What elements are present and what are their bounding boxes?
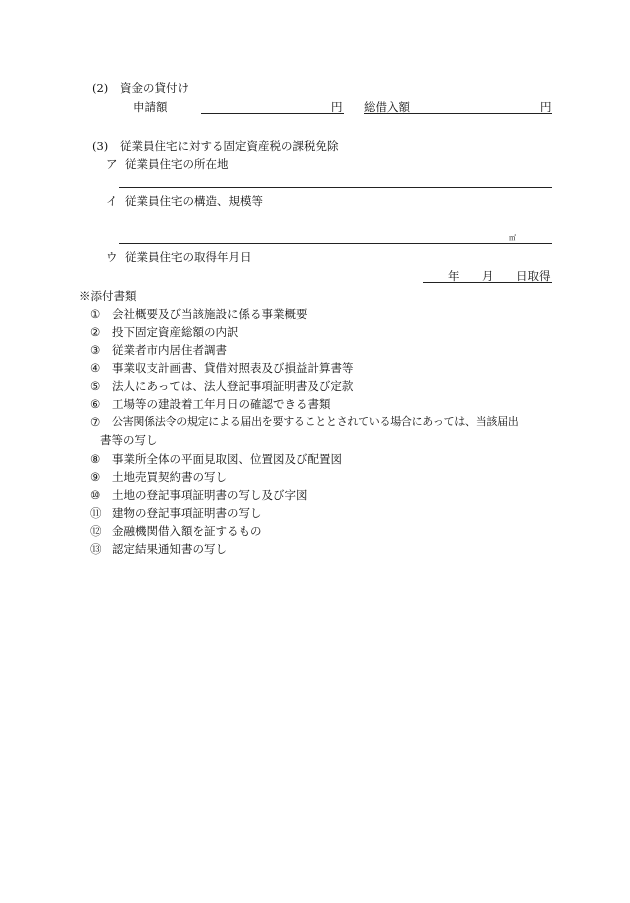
yen-unit-1: 円 (331, 100, 343, 114)
application-amount-field[interactable] (201, 113, 344, 114)
item-number: ⑪ (90, 506, 102, 520)
total-borrowing-label: 総借入額 (364, 100, 410, 114)
item-text: 金融機関借入額を証するもの (112, 524, 262, 538)
acquired-year: 年 (448, 269, 460, 283)
item-number: ⑥ (90, 397, 101, 411)
item-i-label: 従業員住宅の構造、規模等 (125, 194, 263, 208)
item-text: 事業収支計画書、貸借対照表及び損益計算書等 (112, 361, 354, 375)
item-number: ⑦ (90, 415, 101, 429)
acquisition-date-field[interactable] (423, 282, 552, 283)
item-number: ⑫ (90, 524, 102, 538)
item-text: 事業所全体の平面見取図、位置図及び配置図 (112, 452, 342, 466)
item-number: ④ (90, 361, 101, 375)
residence-structure-field[interactable] (119, 243, 552, 244)
residence-location-field[interactable] (119, 187, 552, 188)
item-number: ⑨ (90, 470, 101, 484)
item-text: 土地の登記事項証明書の写し及び字図 (112, 488, 308, 502)
item-text: 法人にあっては、法人登記事項証明書及び定款 (112, 379, 354, 393)
item-text: 公害関係法令の規定による届出を要することとされている場合にあっては、当該届出 (112, 415, 519, 428)
yen-unit-2: 円 (540, 100, 552, 114)
section2-number: (2) (92, 81, 109, 95)
total-borrowing-field[interactable] (364, 113, 552, 114)
item-text: 会社概要及び当該施設に係る事業概要 (112, 307, 308, 321)
square-meter-unit: ㎡ (509, 234, 516, 242)
item-text: 認定結果通知書の写し (112, 542, 227, 556)
item-u-marker: ウ (106, 250, 118, 264)
acquired-month: 月 (482, 269, 494, 283)
item-text: 建物の登記事項証明書の写し (112, 506, 262, 520)
item-number: ③ (90, 343, 101, 357)
item-text-continuation: 書等の写し (100, 433, 158, 447)
item-number: ⑤ (90, 379, 101, 393)
item-number: ② (90, 325, 101, 339)
section3-number: (3) (92, 139, 109, 153)
item-a-label: 従業員住宅の所在地 (125, 157, 229, 171)
item-text: 土地売買契約書の写し (112, 470, 227, 484)
item-text: 従業者市内居住者調書 (112, 343, 227, 357)
item-number: ① (90, 307, 101, 321)
item-number: ⑧ (90, 452, 101, 466)
section3-title: 従業員住宅に対する固定資産税の課税免除 (120, 139, 339, 153)
item-number: ⑩ (90, 488, 101, 502)
item-text: 投下固定資産総額の内訳 (112, 325, 239, 339)
acquired-day: 日取得 (516, 269, 551, 283)
item-number: ⑬ (90, 542, 102, 556)
item-a-marker: ア (106, 157, 118, 171)
application-amount-label: 申請額 (133, 100, 168, 114)
item-text: 工場等の建設着工年月日の確認できる書類 (112, 397, 331, 411)
attachments-heading: ※添付書類 (79, 289, 137, 303)
section2-title: 資金の貸付け (120, 81, 189, 95)
item-i-marker: イ (106, 194, 118, 208)
item-u-label: 従業員住宅の取得年月日 (125, 250, 252, 264)
